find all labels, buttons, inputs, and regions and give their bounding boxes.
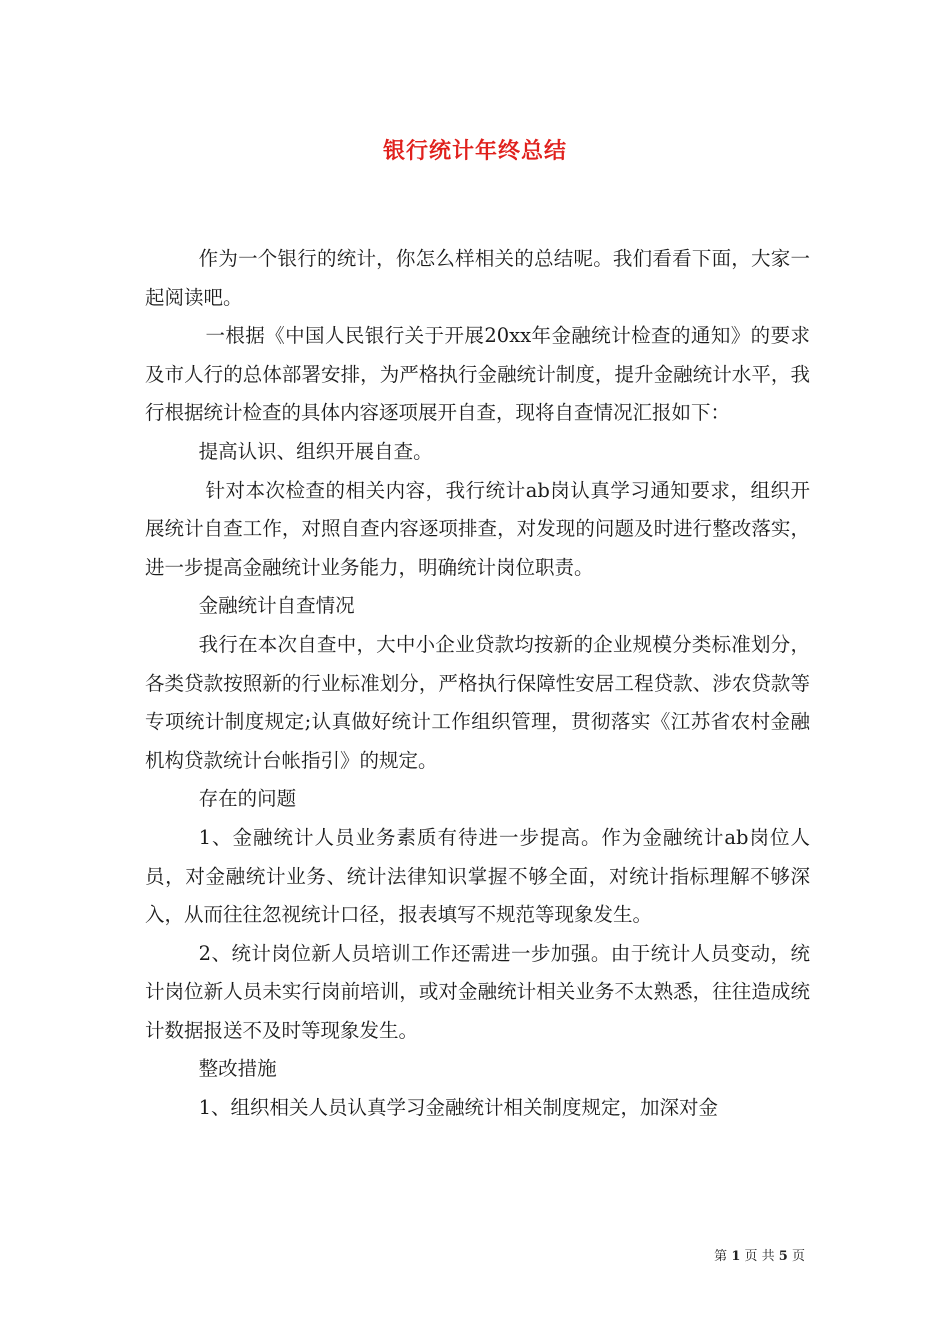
paragraph-measure-1: 1、组织相关人员认真学习金融统计相关制度规定，加深对金: [198, 1096, 719, 1120]
footer-suffix: 页: [791, 1249, 805, 1264]
footer-total-pages: 5: [778, 1249, 788, 1264]
paragraph-self-check: 我行在本次自查中，大中小企业贷款均按新的企业规模分类标准划分，各类贷款按照新的行业标准划分，严格执行保障性安居工程贷款、涉农贷款等专项统计制度规定;认真做好统计工作组织管理，贯彻落实《江苏省农村金融机构贷款统计台帐指引》的规定。: [145, 632, 810, 772]
paragraph-problem-1: 1、金融统计人员业务素质有待进一步提高。作为金融统计ab岗位人员，对金融统计业务、统计法律知识掌握不够全面，对统计指标理解不够深入，从而往往忽视统计口径，报表填写不规范等现象发生。: [145, 825, 810, 927]
section-heading-problems: 存在的问题: [198, 787, 297, 811]
section-heading-self-check: 金融统计自查情况: [198, 594, 355, 618]
section-heading-measures: 整改措施: [198, 1057, 277, 1081]
paragraph-intro: 作为一个银行的统计，你怎么样相关的总结呢。我们看看下面，大家一起阅读吧。: [145, 247, 810, 309]
page-number-footer: [714, 1245, 805, 1264]
document-body: [145, 240, 810, 1128]
paragraph-background: 一根据《中国人民银行关于开展20xx年金融统计检查的通知》的要求及市人行的总体部署安排，为严格执行金融统计制度，提升金融统计水平，我行根据统计检查的具体内容逐项展开自查，现将自查情况汇报如下：: [145, 324, 810, 425]
paragraph-awareness: 针对本次检查的相关内容，我行统计ab岗认真学习通知要求，组织开展统计自查工作，对照自查内容逐项排查，对发现的问题及时进行整改落实，进一步提高金融统计业务能力，明确统计岗位职责。: [145, 478, 810, 579]
document-title: 银行统计年终总结: [382, 139, 567, 164]
footer-current-page: 1: [731, 1249, 741, 1264]
section-heading-awareness: 提高认识、组织开展自查。: [198, 439, 433, 463]
footer-middle: 页 共: [744, 1249, 775, 1264]
footer-prefix: 第: [714, 1249, 728, 1264]
paragraph-problem-2: 2、统计岗位新人员培训工作还需进一步加强。由于统计人员变动，统计岗位新人员未实行岗前培训，或对金融统计相关业务不太熟悉，往往造成统计数据报送不及时等现象发生。: [145, 941, 810, 1042]
